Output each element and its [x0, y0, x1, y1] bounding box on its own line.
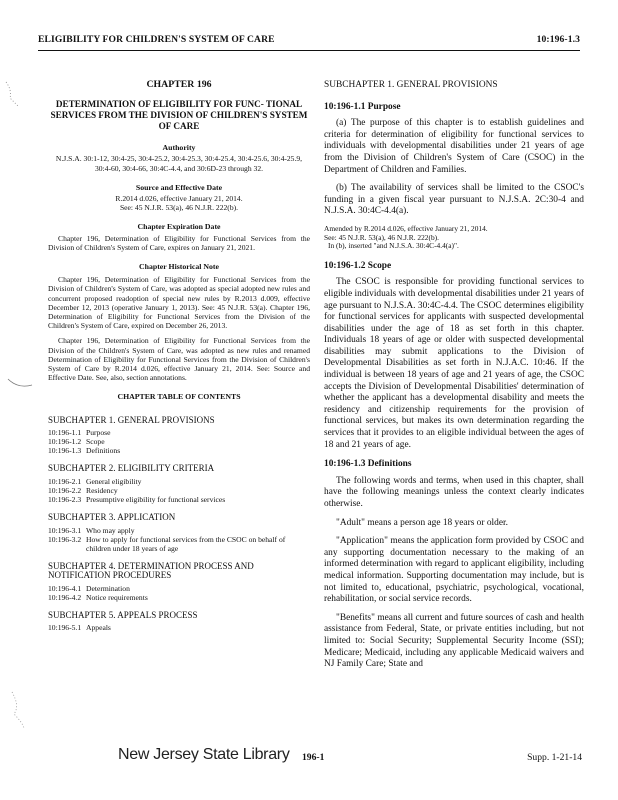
history-paragraph: Chapter 196, Determination of Eligibility for Functional Services from the Division of the Children's System of Care, was adopted as new rules and renamed Determination of Eligibility for Functional Services from the Division of Children's System of Care by R.2014 d.026, effective January 21, 2014. See: Source and Effective Date. See, also, section annotations.: [48, 336, 310, 383]
source-heading: Source and Effective Date: [135, 182, 223, 192]
running-head: [38, 34, 580, 51]
toc-entry-title: Determination: [86, 583, 130, 593]
scan-mark: [6, 375, 36, 395]
section-heading: 10:196-1.3 Definitions: [324, 459, 412, 470]
toc-entry: [48, 535, 310, 553]
section-heading: 10:196-1.1 Purpose: [324, 101, 401, 112]
running-head-section: 10:196-1.3: [536, 34, 580, 45]
chapter-title: DETERMINATION OF ELIGIBILITY FOR FUNC- TIONAL SERVICES FROM THE DIVISION OF CHILDREN'S SYSTEM OF CARE: [50, 99, 308, 132]
table-of-contents: [48, 416, 310, 633]
amendment-line: See: 45 N.J.R. 53(a), 46 N.J.R. 222(b).: [324, 232, 439, 242]
toc-entry-title: Purpose: [86, 427, 111, 437]
amendment-line: In (b), inserted "and N.J.S.A. 30:4C-4.4(a)".: [328, 241, 459, 251]
toc-entry: [48, 584, 310, 593]
toc-entry-number: 10:196-4.1: [48, 583, 82, 593]
paragraph: The CSOC is responsible for providing functional services to eligible individuals with developmental disabilities under 21 years of age pursuant to N.J.S.A. 30:4C-4.4. The CSOC determines eligibility for functional services for applicants with suspected developmental disabilities under the age of 18 as set forth in this chapter. Individuals 18 years of age or older with suspected developmental disabilities may submit applications to the Division of Developmental Disabilities as set forth in N.J.A.C. 10:46. If the individual is between 18 years of age and 21 years of age, the CSOC accepts the Division of Developmental Disabilities' determination of whether the applicant has a developmental disability and meets the residency and citizenship requirements for the provision of functional services, but makes its own determination regarding the services that it provides to an eligible individual between the ages of 18 and 21 years of age.: [324, 277, 584, 450]
toc-entry: [48, 428, 310, 437]
left-column: [48, 80, 310, 641]
expiration-text: Chapter 196, Determination of Eligibility for Functional Services from the Division of Children's System of Care, expires on January 21, 2021.: [48, 233, 310, 252]
chapter-number: CHAPTER 196: [146, 79, 212, 90]
toc-entry: [48, 486, 310, 495]
scan-mark: [4, 80, 22, 110]
amendment-note: [324, 225, 584, 251]
paragraph: (b) The availability of services shall be limited to the CSOC's funding in a given fiscal year pursuant to N.J.S.A. 2C:30-4 and N.J.S.A. 30:4C-4.4(a).: [324, 183, 584, 217]
page-footer: [0, 746, 618, 772]
toc-subchapter: [48, 611, 310, 632]
page-number: 196-1: [302, 752, 325, 763]
toc-subchapter-heading: SUBCHAPTER 4. DETERMINATION PROCESS AND NOTIFICATION PROCEDURES: [48, 561, 254, 581]
definition: "Application" means the application form provided by CSOC and any supporting documentation necessary to the making of an informed determination with regard to applicant eligibility, including medical information. Supporting documentation may include, but is not limited to, educational, psychiatric, psychological, vocational, rehabilitation, or social service records.: [324, 536, 584, 605]
toc-subchapter-heading: SUBCHAPTER 3. APPLICATION: [48, 512, 176, 523]
subchapter-heading: SUBCHAPTER 1. GENERAL PROVISIONS: [324, 80, 498, 90]
toc-entry-title: How to apply for functional services from the CSOC on behalf of children under 18 years of age: [86, 534, 286, 553]
toc-entry-number: 10:196-2.1: [48, 476, 82, 486]
definition: "Adult" means a person age 18 years or older.: [336, 517, 508, 528]
toc-entry: [48, 495, 310, 504]
supplement-date: Supp. 1-21-14: [527, 752, 582, 763]
toc-entry-number: 10:196-3.1: [48, 525, 82, 535]
paragraph: (a) The purpose of this chapter is to establish guidelines and criteria for determination of eligibility for functional services to individuals with developmental disabilities under 21 years of age from the Division of Children's System of Care (CSOC) in the Department of Children and Families.: [324, 118, 584, 175]
toc-entry: [48, 526, 310, 535]
toc-entry-title: Presumptive eligibility for functional services: [86, 495, 226, 505]
toc-subchapter: [48, 464, 310, 504]
toc-subchapter: [48, 513, 310, 553]
toc-entry-number: 10:196-1.3: [48, 446, 82, 456]
history-paragraph: Chapter 196, Determination of Eligibility for Functional Services from the Division of Children's System of Care, was adopted as special adopted new rules and concurrent proposed readoption of special new rules by R.2013 d.009, effective December 12, 2013 (operative January 1, 2013). See: 45 N.J.R. 53(a). Chapter 196, Determination of Eligibility for Functional Services from the Division of the Children's System of Care, expired on December 26, 2013.: [48, 275, 310, 331]
toc-entry: [48, 623, 310, 632]
source-line: See: 45 N.J.R. 53(a), 46 N.J.R. 222(b).: [119, 203, 239, 213]
toc-entry: [48, 593, 310, 602]
toc-entry-number: 10:196-1.1: [48, 427, 82, 437]
toc-subchapter-heading: SUBCHAPTER 2. ELIGIBILITY CRITERIA: [48, 463, 215, 474]
history-heading: Chapter Historical Note: [139, 262, 219, 272]
authority-heading: Authority: [162, 143, 196, 153]
toc-entry-title: Definitions: [86, 446, 121, 456]
toc-heading: CHAPTER TABLE OF CONTENTS: [117, 392, 241, 402]
right-column: [324, 80, 584, 678]
toc-entry-title: General eligibility: [86, 476, 142, 486]
paragraph: The following words and terms, when used in this chapter, shall have the following meanings unless the context clearly indicates otherwise.: [324, 475, 584, 509]
amendment-line: Amended by R.2014 d.026, effective January 21, 2014.: [324, 223, 488, 233]
toc-entry-title: Residency: [86, 485, 118, 495]
running-head-title: ELIGIBILITY FOR CHILDREN'S SYSTEM OF CARE: [38, 34, 275, 45]
scan-mark: [8, 690, 28, 730]
section-heading: 10:196-1.2 Scope: [324, 260, 392, 271]
toc-subchapter-heading: SUBCHAPTER 1. GENERAL PROVISIONS: [48, 414, 215, 425]
toc-entry-number: 10:196-5.1: [48, 623, 82, 633]
library-stamp: New Jersey State Library: [118, 746, 290, 763]
toc-subchapter-heading: SUBCHAPTER 5. APPEALS PROCESS: [48, 609, 198, 620]
toc-entry-title: Appeals: [86, 623, 111, 633]
source-line: R.2014 d.026, effective January 21, 2014.: [115, 194, 243, 204]
toc-entry-number: 10:196-2.3: [48, 495, 82, 505]
definition: "Benefits" means all current and future sources of cash and health assistance from Federal, State, or private entities including, but not limited to: Social Security; Supplemental Security Income (SSI); Medicare; Medicaid, including any applicable Medicaid waivers and NJ Family Care; State and: [324, 612, 584, 670]
toc-entry-title: Scope: [86, 437, 105, 447]
toc-subchapter: [48, 562, 310, 602]
toc-subchapter: [48, 416, 310, 456]
toc-entry: [48, 437, 310, 446]
toc-entry-number: 10:196-1.2: [48, 437, 82, 447]
toc-entry-number: 10:196-4.2: [48, 592, 82, 602]
toc-entry-title: Notice requirements: [86, 592, 148, 602]
toc-entry: [48, 446, 310, 455]
toc-entry: [48, 477, 310, 486]
toc-entry-number: 10:196-2.2: [48, 485, 82, 495]
toc-entry-title: Who may apply: [86, 525, 135, 535]
authority-text: N.J.S.A. 30:1-12, 30:4-25, 30:4-25.2, 30:4-25.3, 30:4-25.4, 30:4-25.6, 30:4-25.9, 30:4-60, 30:4-66, 30:4C-4.4, and 30:6D-23 through 32.: [55, 154, 303, 173]
expiration-heading: Chapter Expiration Date: [137, 222, 221, 232]
toc-entry-number: 10:196-3.2: [48, 534, 82, 544]
